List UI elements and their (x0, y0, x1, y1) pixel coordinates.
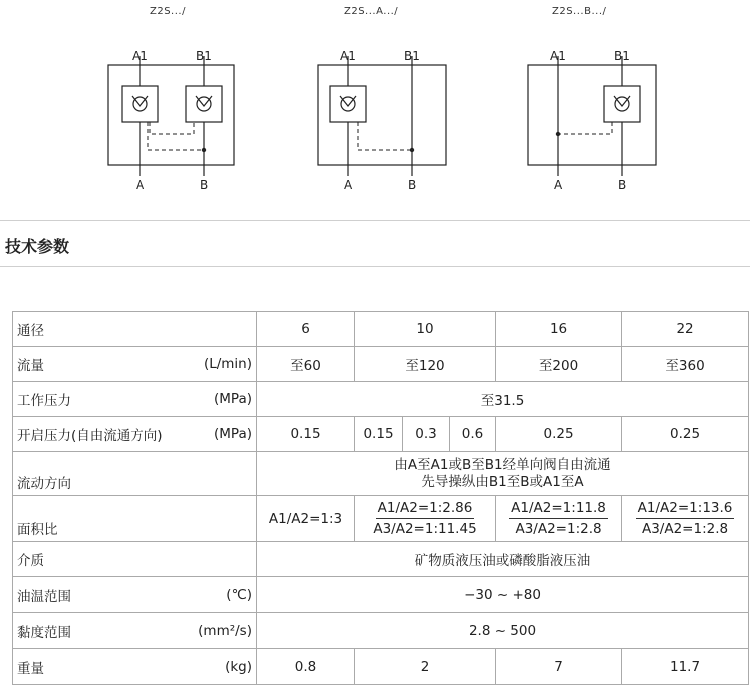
section-divider-bottom (0, 266, 750, 267)
table-cell: 矿物质液压油或磷酸脂液压油 (257, 542, 749, 577)
port-a-label: A (554, 178, 563, 192)
row-label: 介质 (13, 542, 257, 577)
table-cell: 至60 (257, 347, 355, 382)
port-a1-label: A1 (340, 49, 356, 63)
area-ratio-16-bottom: A3/A2=1:2.8 (515, 521, 602, 537)
area-ratio-22-bottom: A3/A2=1:2.8 (641, 521, 729, 537)
row-unit: (mm²/s) (198, 622, 252, 639)
table-cell: 11.7 (622, 649, 749, 685)
port-a1-label: A1 (132, 49, 148, 63)
table-cell: 6 (257, 312, 355, 347)
table-cell: 0.25 (622, 417, 749, 452)
table-row-working-pressure (13, 382, 749, 417)
row-label: 工作压力 (17, 393, 71, 409)
table-cell: 至120 (355, 347, 496, 382)
row-label: 流动方向 (13, 452, 257, 496)
area-ratio-22-top: A1/A2=1:13.6 (636, 500, 735, 519)
table-cell: 至360 (622, 347, 749, 382)
row-unit: (MPa) (214, 426, 252, 442)
diagram-3-symbol (520, 40, 665, 200)
table-cell: A1/A2=1:3 (257, 496, 355, 542)
port-b-label: B (618, 178, 627, 192)
row-label: 通径 (13, 312, 257, 347)
table-row-medium (13, 542, 749, 577)
row-label: 重量 (17, 660, 44, 677)
flow-direction-line-2: 先导操纵由B1至B或A1至A (421, 473, 584, 490)
table-cell: −30 ~ +80 (257, 577, 749, 613)
row-label: 开启压力(自由流通方向) (17, 428, 163, 444)
port-b1-label: B1 (196, 49, 212, 63)
port-a-label: A (344, 178, 353, 192)
table-row-oil-temp (13, 577, 749, 613)
flow-direction-line-1: 由A至A1或B至B1经单向阀自由流通 (394, 456, 611, 473)
row-unit: (L/min) (203, 356, 252, 372)
port-a1-label: A1 (550, 49, 566, 63)
table-cell: 至31.5 (257, 382, 749, 417)
port-b-label: B (408, 178, 417, 192)
table-row-weight (13, 649, 749, 685)
table-cell: 0.15 (257, 417, 355, 452)
diagram-2-symbol (310, 40, 455, 200)
diagram-3-title: Z2S...B.../ (552, 6, 607, 17)
port-b1-label: B1 (614, 49, 630, 63)
table-cell: 2 (355, 649, 496, 685)
row-label: 流量 (17, 358, 44, 374)
row-label: 油温范围 (17, 588, 71, 605)
table-cell: 22 (622, 312, 749, 347)
diagram-1-title: Z2S.../ (150, 6, 186, 17)
area-ratio-16-top: A1/A2=1:11.8 (509, 500, 608, 519)
spec-table (12, 311, 749, 685)
table-cell: 10 (355, 312, 496, 347)
row-unit: (℃) (226, 586, 252, 603)
table-cell: 0.6 (450, 417, 496, 452)
table-row-opening-pressure (13, 417, 749, 452)
port-b1-label: B1 (404, 49, 420, 63)
table-cell: 2.8 ~ 500 (257, 613, 749, 649)
port-b-label: B (200, 178, 209, 192)
area-ratio-10-top: A1/A2=1:2.86 (376, 500, 475, 519)
table-row-flow-direction (13, 452, 749, 496)
row-label: 黏度范围 (17, 624, 71, 641)
row-unit: (MPa) (214, 391, 252, 407)
table-row-viscosity (13, 613, 749, 649)
table-cell: 0.8 (257, 649, 355, 685)
section-divider-top (0, 220, 750, 221)
table-cell: 0.3 (403, 417, 450, 452)
area-ratio-10-bottom: A3/A2=1:11.45 (373, 521, 477, 537)
row-unit: (kg) (225, 658, 252, 675)
section-title: 技术参数 (5, 237, 70, 256)
table-row-area-ratio (13, 496, 749, 542)
table-cell: 0.25 (496, 417, 622, 452)
port-a-label: A (136, 178, 145, 192)
table-cell: 至200 (496, 347, 622, 382)
diagram-1-symbol (100, 40, 245, 200)
table-row-flow (13, 347, 749, 382)
table-cell: 16 (496, 312, 622, 347)
table-row-diameter (13, 312, 749, 347)
diagram-2-title: Z2S...A.../ (344, 6, 399, 17)
row-label: 面积比 (13, 496, 257, 542)
table-cell: 0.15 (355, 417, 403, 452)
table-cell: 7 (496, 649, 622, 685)
